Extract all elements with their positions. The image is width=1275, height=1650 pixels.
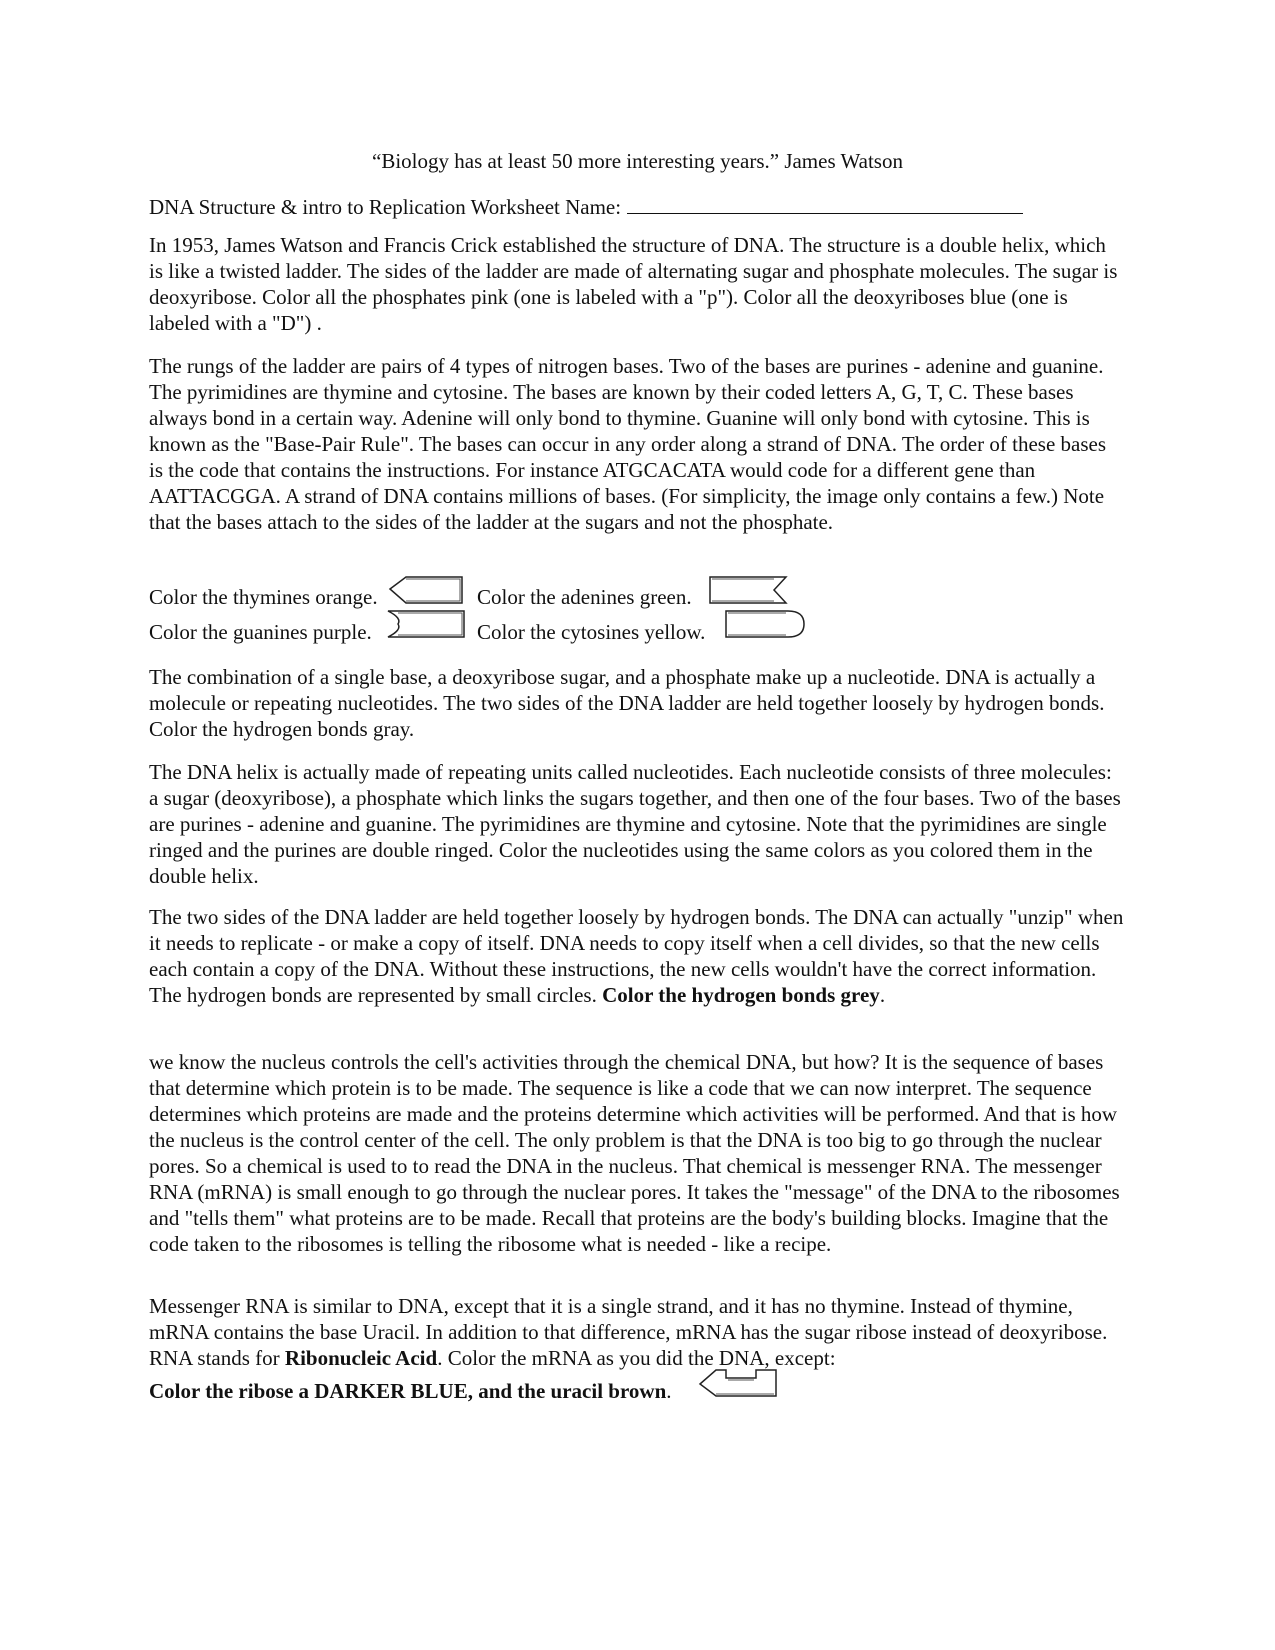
p5-bold: Color the hydrogen bonds grey bbox=[602, 983, 880, 1007]
final-end: . bbox=[666, 1379, 672, 1403]
adenine-base-icon bbox=[708, 573, 790, 609]
adenine-color-label: Color the adenines green. bbox=[477, 585, 692, 609]
p5-text: The two sides of the DNA ladder are held together loosely by hydrogen bonds. The DNA can actually "unzip" when it needs to replicate - or make a copy of itself. DNA needs to copy itself when a cell divides, so that the new cells each contain a copy of the DNA. Without these instructions, the new cells wouldn't have the correct information. The hydrogen bonds are represented by small circles. bbox=[149, 905, 1124, 1007]
p7-bold: Ribonucleic Acid bbox=[284, 1346, 438, 1370]
guanine-base-icon bbox=[386, 607, 468, 643]
quote-text: “Biology has at least 50 more interesting years.” James Watson bbox=[372, 149, 903, 173]
watson-quote bbox=[0, 148, 1275, 174]
paragraph-mrna bbox=[149, 1293, 1124, 1371]
p5-end: . bbox=[879, 983, 886, 1007]
paragraph-nucleotide: The combination of a single base, a deoxyribose sugar, and a phosphate make up a nucleotide. DNA is actually a molecule or repeating nucleotides. The two sides of the DNA ladder are held together loosely by hydrogen bonds. Color the hydrogen bonds gray. bbox=[149, 665, 1105, 741]
cytosine-color-label: Color the cytosines yellow. bbox=[477, 620, 706, 644]
cytosine-base-icon bbox=[724, 607, 806, 643]
paragraph-structure: In 1953, James Watson and Francis Crick established the structure of DNA. The structure is a double helix, which is like a twisted ladder. The sides of the ladder are made of alternating sugar and phosphate molecules. The sugar is deoxyribose. Color all the phosphates pink (one is labeled with a "p"). Color all the deoxyriboses blue (one is labeled with a "D") . bbox=[149, 233, 1118, 335]
paragraph-hydrogen-bonds bbox=[149, 904, 1124, 1008]
paragraph-bases: The rungs of the ladder are pairs of 4 types of nitrogen bases. Two of the bases are purines - adenine and guanine. The pyrimidines are thymine and cytosine. The bases are known by their coded letters A, G, T, C. These bases always bond in a certain way. Adenine will only bond to thymine. Guanine will only bond with cytosine. This is known as the "Base-Pair Rule". The bases can occur in any order along a strand of DNA. The order of these bases is the code that contains the instructions. For instance ATGCACATA would code for a different gene than AATTACGGA. A strand of DNA contains millions of bases. (For simplicity, the image only contains a few.) Note that the bases attach to the sides of the ladder at the sugars and not the phosphate. bbox=[149, 354, 1106, 534]
thymine-color-label: Color the thymines orange. bbox=[149, 585, 378, 609]
p7-text: Messenger RNA is similar to DNA, except that it is a single strand, and it has no thymine. Instead of thymine, mRNA contains the base Uracil. In addition to that difference, mRNA has the sugar ribose instead of deoxyribose. RNA stands for bbox=[149, 1294, 1108, 1370]
name-blank-line[interactable] bbox=[627, 195, 1023, 214]
thymine-base-icon bbox=[388, 573, 466, 609]
paragraph-nucleus: we know the nucleus controls the cell's activities through the chemical DNA, but how? It is the sequence of bases that determine which protein is to be made. The sequence is like a code that we can now interpret. The sequence determines which proteins are made and the proteins determine which activities will be performed. And that is how the nucleus is the control center of the cell. The only problem is that the DNA is too big to go through the nuclear pores. So a chemical is used to to read the DNA in the nucleus. That chemical is messenger RNA. The messenger RNA (mRNA) is small enough to go through the nuclear pores. It takes the "message" of the DNA to the ribosomes and "tells them" what proteins are to be made. Recall that proteins are the body's building blocks. Imagine that the code taken to the ribosomes is telling the ribosome what is needed - like a recipe. bbox=[149, 1050, 1120, 1256]
worksheet-title bbox=[149, 194, 1023, 220]
final-bold-text: Color the ribose a DARKER BLUE, and the uracil brown bbox=[149, 1379, 667, 1403]
uracil-base-icon bbox=[698, 1366, 780, 1402]
guanine-color-label: Color the guanines purple. bbox=[149, 620, 372, 644]
paragraph-helix-units: The DNA helix is actually made of repeating units called nucleotides. Each nucleotide consists of three molecules: a sugar (deoxyribose), a phosphate which links the sugars together, and then one of the four bases. Two of the bases are purines - adenine and guanine. The pyrimidines are thymine and cytosine. Note that the pyrimidines are single ringed and the purines are double ringed. Color the nucleotides using the same colors as you colored them in the double helix. bbox=[149, 760, 1121, 888]
final-instruction bbox=[149, 1378, 1124, 1404]
p7-end: . Color the mRNA as you did the DNA, except: bbox=[437, 1346, 836, 1370]
title-text: DNA Structure & intro to Replication Worksheet Name: bbox=[149, 195, 622, 219]
